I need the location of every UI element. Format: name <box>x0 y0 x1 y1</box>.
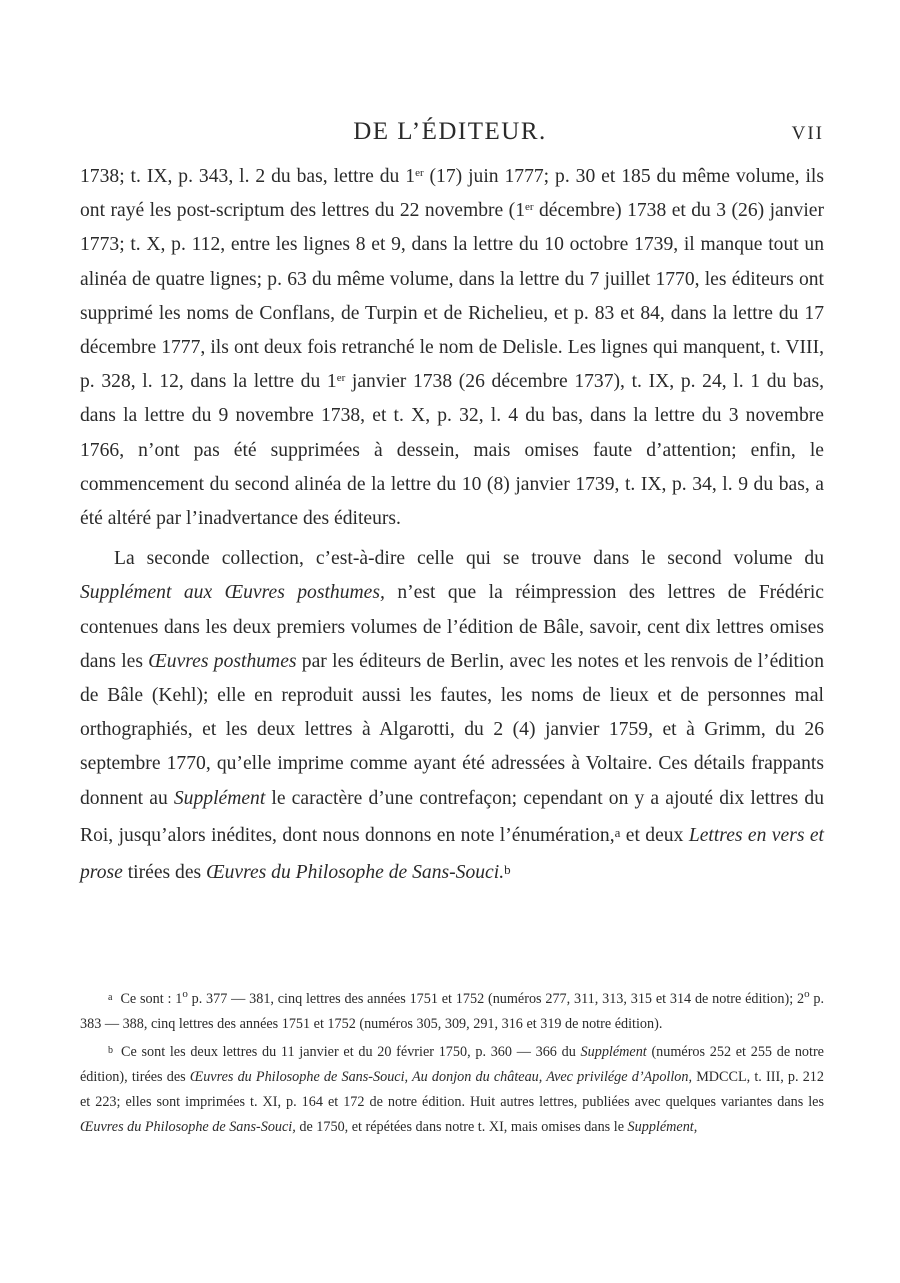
italic-title: Supplément, <box>627 1119 698 1136</box>
footnote-ref-b[interactable]: b <box>504 862 511 878</box>
text-run: n’est que la réimpression des lettres de Frédéric contenues dans les deux premiers volumes de l’édition de Bâle, savoir, cent dix lettres omises dans les <box>80 582 825 672</box>
text-run: janvier 1738 (26 décembre 1737), t. IX, p. 24, l. 1 du bas, dans la lettre du 9 novembre 1738, et t. X, p. 32, l. 4 du bas, dans la lettre du 3 novembre 1766, n’ont pas été supprimées à dessein, mais omises faute d’attention; enfin, le commencement du second alinéa de la lettre du 10 (8) janvier 1739, t. IX, p. 34, l. 9 du bas, a été altéré par l’inadvertance des éditeurs. <box>80 371 824 530</box>
running-head <box>0 118 900 148</box>
text-run: p. 377 — 381, cinq lettres des années 1751 et 1752 (numéros 277, 311, 313, 315 et 314 de notre édition); 2 <box>187 991 805 1007</box>
paragraph-second-collection <box>80 542 824 890</box>
text-run: 1738; t. IX, p. 343, l. 2 du bas, lettre du 1 <box>80 166 416 187</box>
italic-title: Œuvres du Philosophe de Sans-Souci, Au donjon du château, Avec privilége d’Apollon, <box>189 1069 693 1086</box>
text-run: MDCCL, t. III, p. 212 et 223; elles sont imprimées t. XI, p. 164 et 172 de notre édition. Huit autres lettres, publiées avec quelques variantes dans les <box>80 1069 824 1111</box>
italic-title: Œuvres du Philosophe de Sans-Souci. <box>206 862 505 884</box>
italic-title: Supplément <box>173 787 266 809</box>
text-run: tirées des <box>122 862 207 884</box>
page-number: VII <box>791 123 824 144</box>
text-run: et deux <box>620 824 689 846</box>
text-run: p. 383 — 388, cinq lettres des années 1751 et 1752 (numéros 305, 309, 291, 316 et 319 de notre édition). <box>80 991 825 1033</box>
superscript: o <box>182 988 188 1000</box>
footnote-mark: b <box>108 1045 113 1057</box>
superscript: er <box>336 372 346 385</box>
italic-title: Supplément <box>580 1044 647 1061</box>
superscript: er <box>415 167 424 179</box>
superscript: o <box>804 988 810 1000</box>
footnotes <box>80 985 824 1142</box>
italic-title: Lettres en vers et prose <box>80 824 824 884</box>
body-text <box>80 160 824 890</box>
text-run: (numéros 252 et 255 de notre édition), tirées des <box>80 1044 824 1086</box>
italic-title: Œuvres du Philosophe de Sans-Souci, <box>80 1119 296 1136</box>
running-title: DE L’ÉDITEUR. <box>353 118 547 145</box>
text-run: de 1750, et répétées dans notre t. XI, mais omises dans le <box>295 1119 628 1136</box>
text-run: Ce sont les deux lettres du 11 janvier et du 20 février 1750, p. 360 — 366 du <box>121 1044 581 1061</box>
text-run: (17) juin 1777; p. 30 et 185 du même volume, ils ont rayé les post-scriptum des lettres du 22 novembre (1 <box>80 166 824 222</box>
text-run: Ce sont : 1 <box>120 991 183 1007</box>
text-run: La seconde collection, c’est-à-dire celle qui se trouve dans le second volume du <box>114 548 824 570</box>
text-run: par les éditeurs de Berlin, avec les notes et les renvois de l’édition de Bâle (Kehl); elle en reproduit aussi les fautes, les noms de lieux et de personnes mal orthographiés, et les deux lettres à Algarotti, du 2 (4) janvier 1759, et à Grimm, du 26 septembre 1770, qu’elle imprime comme ayant été adressées à Voltaire. Ces détails frappants donnent au <box>80 650 824 809</box>
footnote-a <box>80 985 824 1037</box>
italic-title: Œuvres posthumes <box>148 650 297 672</box>
italic-title: Supplément aux Œuvres posthumes, <box>80 582 385 604</box>
footnote-b <box>80 1038 824 1140</box>
paragraph-continued <box>80 160 824 536</box>
footnote-mark: a <box>108 992 113 1003</box>
superscript: er <box>525 201 534 214</box>
text-run: le caractère d’une contrefaçon; cependant on y a ajouté dix lettres du Roi, jusqu’alors inédites, dont nous donnons en note l’énumération, <box>80 787 824 846</box>
footnote-ref-a[interactable]: a <box>614 824 621 840</box>
text-run: décembre) 1738 et du 3 (26) janvier 1773; t. X, p. 112, entre les lignes 8 et 9, dans la lettre du 10 octobre 1739, il manque tout un alinéa de quatre lignes; p. 63 du même volume, dans la lettre du 7 juillet 1770, les éditeurs ont supprimé les noms de Conflans, de Turpin et de Richelieu, et p. 83 et 84, dans la lettre du 17 décembre 1777, ils ont deux fois retranché le nom de Delisle. Les lignes qui manquent, t. VIII, p. 328, l. 12, dans la lettre du 1 <box>80 200 824 393</box>
